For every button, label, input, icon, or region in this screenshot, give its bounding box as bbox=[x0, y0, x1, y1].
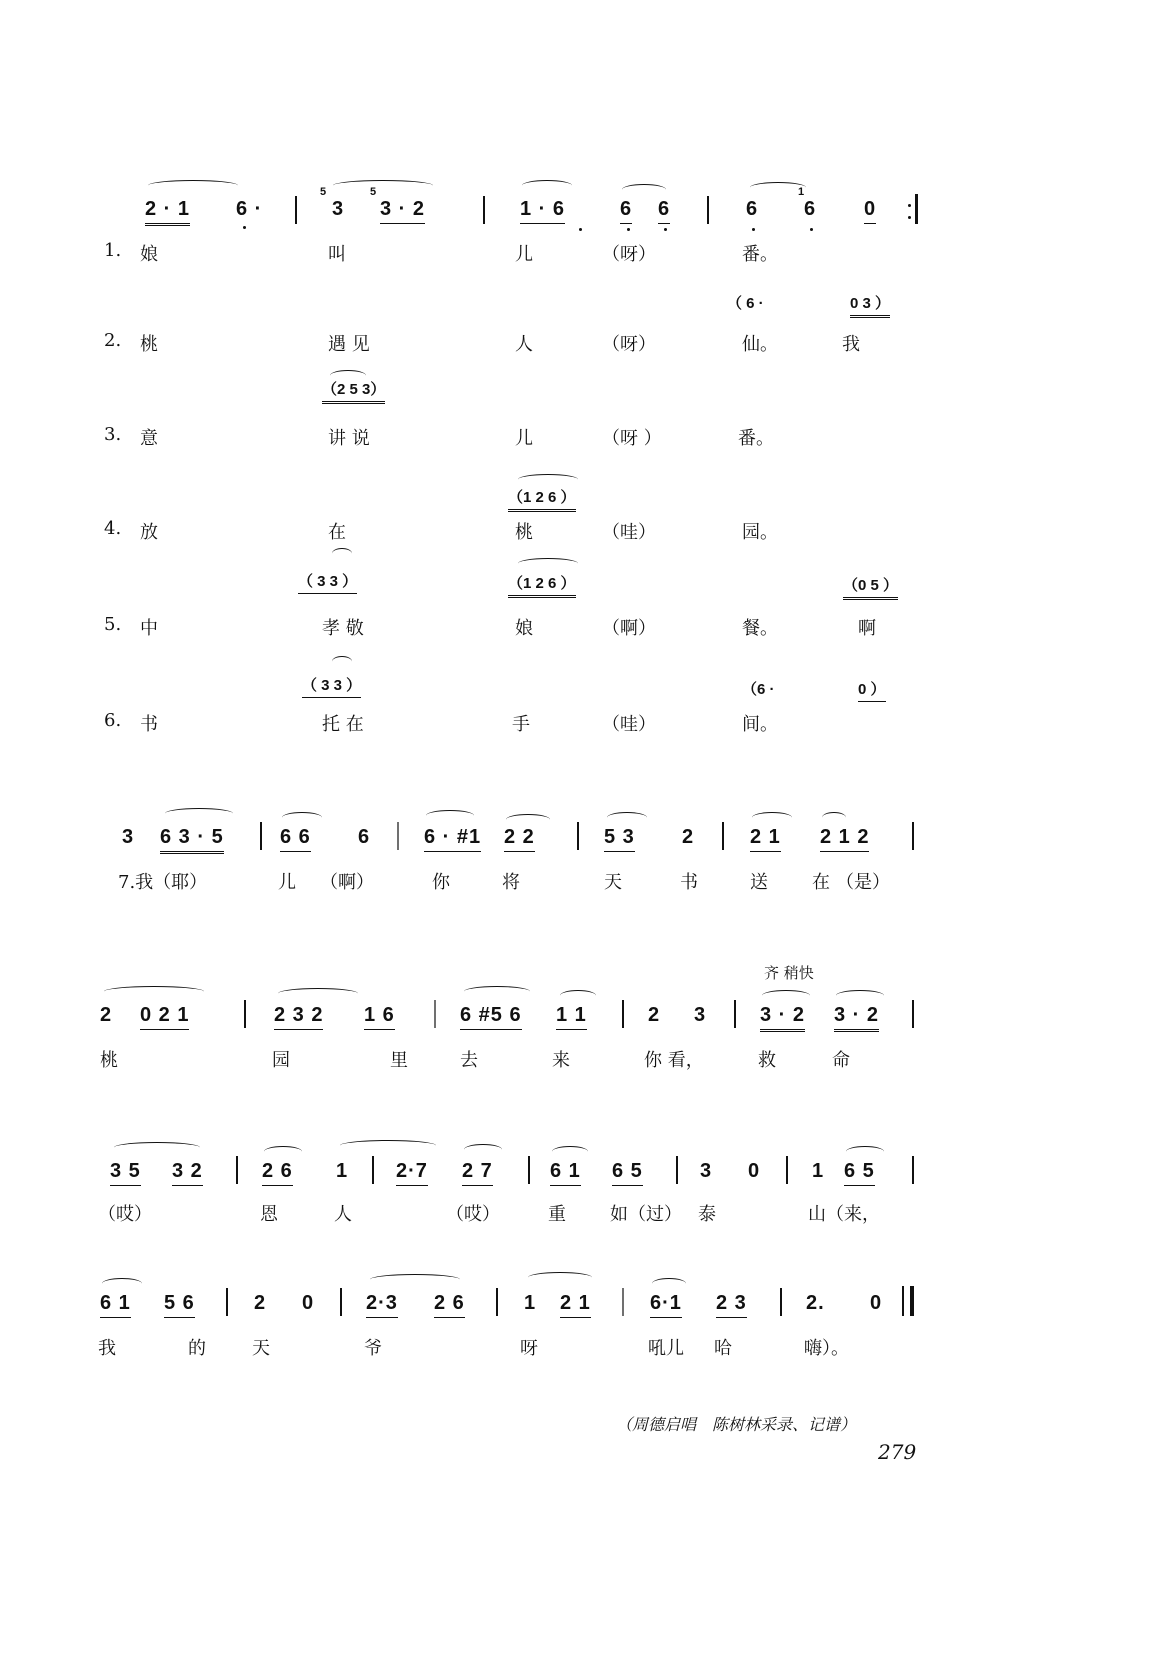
lyric: （呀） bbox=[602, 244, 656, 265]
lyric: 仙。 bbox=[742, 334, 778, 355]
lyric: 托 在 bbox=[322, 714, 364, 735]
note-group: 5 6 bbox=[164, 1292, 195, 1318]
lyric: 哈 bbox=[714, 1338, 732, 1359]
lyric: 天 bbox=[252, 1338, 270, 1359]
interlude: （ 3 3 ） bbox=[298, 570, 357, 594]
verse-number: 2. bbox=[104, 330, 122, 351]
lyric: 番。 bbox=[742, 244, 778, 265]
lyric: （是） bbox=[836, 872, 890, 893]
slur bbox=[622, 184, 666, 195]
lyric: 儿 bbox=[515, 244, 533, 265]
lyric: 泰 bbox=[698, 1204, 716, 1225]
lyric: 天 bbox=[604, 872, 622, 893]
interlude: （1 2 6 ） bbox=[508, 486, 576, 512]
bar-line bbox=[676, 1156, 678, 1184]
bar-line bbox=[397, 822, 399, 850]
lyric: 救 bbox=[758, 1050, 776, 1071]
slur bbox=[332, 548, 352, 559]
note: 3 bbox=[694, 1004, 707, 1026]
slur bbox=[652, 1278, 686, 1289]
rest: 0 bbox=[864, 198, 876, 224]
slur bbox=[148, 180, 238, 191]
note-group: 2·7 bbox=[396, 1160, 428, 1186]
verse-number: 3. bbox=[104, 424, 122, 445]
note-group: 2·3 bbox=[366, 1292, 398, 1318]
note-group: 2 1 bbox=[750, 826, 781, 852]
bar-line bbox=[622, 1288, 624, 1316]
lyric: 娘 bbox=[515, 618, 533, 639]
slur bbox=[104, 986, 204, 997]
repeat-bar bbox=[915, 194, 918, 224]
lyric: 桃 bbox=[515, 522, 533, 543]
bar-line bbox=[340, 1288, 342, 1316]
note: 6 bbox=[620, 198, 632, 224]
note-group: 3 5 bbox=[110, 1160, 141, 1186]
lyric: 7.我（耶） bbox=[118, 872, 208, 893]
note: 2. bbox=[806, 1292, 825, 1314]
slur bbox=[464, 1144, 502, 1155]
note-group: 6 5 bbox=[844, 1160, 875, 1186]
lyric: 娘 bbox=[140, 244, 158, 265]
note: 1 bbox=[812, 1160, 825, 1182]
interlude: 0 ） bbox=[858, 678, 886, 702]
bar-line bbox=[707, 196, 709, 224]
interlude: （ 3 3 ） bbox=[302, 674, 361, 698]
slur bbox=[836, 990, 884, 1001]
bar-line bbox=[902, 1286, 904, 1316]
slur bbox=[528, 1272, 592, 1283]
interlude: （0 5 ） bbox=[843, 574, 898, 600]
lyric: 的 bbox=[188, 1338, 206, 1359]
lyric: 手 bbox=[512, 714, 530, 735]
lyric: 送 bbox=[750, 872, 768, 893]
lyric: 孝 敬 bbox=[322, 618, 364, 639]
interlude: 0 3 ） bbox=[850, 292, 890, 318]
lyric: 中 bbox=[140, 618, 158, 639]
bar-line bbox=[780, 1288, 782, 1316]
note-group: 2 3 bbox=[716, 1292, 747, 1318]
lyric: 来 bbox=[552, 1050, 570, 1071]
lyric: 呀 bbox=[520, 1338, 538, 1359]
interlude: （1 2 6 ） bbox=[508, 572, 576, 598]
bar-line bbox=[483, 196, 485, 224]
bar-line bbox=[372, 1156, 374, 1184]
note-group: 3 · 2 bbox=[834, 1004, 879, 1032]
slur bbox=[340, 1140, 436, 1151]
note-group: 3 2 bbox=[172, 1160, 203, 1186]
note-group: 1 1 bbox=[556, 1004, 587, 1030]
lyric: 餐。 bbox=[742, 618, 778, 639]
note-group: 6·1 bbox=[650, 1292, 682, 1318]
bar-line bbox=[786, 1156, 788, 1184]
lyric: 园。 bbox=[742, 522, 778, 543]
interlude: （ 6 · bbox=[727, 295, 764, 312]
lyric: 啊 bbox=[858, 618, 876, 639]
lyric: 爷 bbox=[364, 1338, 382, 1359]
slur bbox=[464, 986, 530, 997]
slur bbox=[282, 812, 322, 823]
note: 3 bbox=[332, 198, 345, 220]
lyric: （啊） bbox=[602, 618, 656, 639]
note-group: 3 · 2 bbox=[760, 1004, 805, 1032]
lyric: 意 bbox=[140, 428, 158, 449]
lyric: 如（过） bbox=[610, 1204, 682, 1225]
lyric: 里 bbox=[390, 1050, 408, 1071]
slur bbox=[332, 656, 352, 667]
note: 6 bbox=[804, 198, 817, 220]
low-octave-dot bbox=[664, 228, 667, 231]
note-group: 2 7 bbox=[462, 1160, 493, 1186]
low-octave-dot bbox=[579, 228, 582, 231]
bar-line bbox=[722, 822, 724, 850]
note-group: 6 6 bbox=[280, 826, 311, 852]
slur bbox=[552, 1146, 588, 1157]
slur bbox=[278, 988, 358, 999]
slur bbox=[426, 810, 474, 821]
repeat-dot bbox=[908, 204, 911, 207]
note-group: 6 5 bbox=[612, 1160, 643, 1186]
verse-number: 5. bbox=[104, 614, 122, 635]
lyric: 遇 见 bbox=[328, 334, 370, 355]
note: 1 bbox=[524, 1292, 537, 1314]
lyric: 桃 bbox=[140, 334, 158, 355]
lyric: 人 bbox=[515, 334, 533, 355]
credit-line: （周德启唱 陈树林采录、记谱） bbox=[616, 1415, 857, 1434]
note-group: 6 1 bbox=[550, 1160, 581, 1186]
slur bbox=[518, 474, 578, 485]
slur bbox=[560, 990, 596, 1001]
note-group: 6 · #1 bbox=[424, 826, 481, 852]
note: 2 bbox=[682, 826, 695, 848]
note-group: 2 2 bbox=[504, 826, 535, 852]
grace-note: 5 bbox=[370, 186, 377, 198]
lyric: 我 bbox=[98, 1338, 116, 1359]
lyric: 人 bbox=[334, 1204, 352, 1225]
interlude: （2 5 3） bbox=[322, 378, 385, 404]
lyric: 你 bbox=[432, 872, 450, 893]
rest: 0 bbox=[870, 1292, 883, 1314]
slur bbox=[333, 180, 433, 191]
bar-line bbox=[528, 1156, 530, 1184]
bar-line bbox=[912, 822, 914, 850]
lyric: （呀 ） bbox=[602, 428, 662, 449]
bar-line bbox=[622, 1000, 624, 1028]
lyric: 去 bbox=[460, 1050, 478, 1071]
slur bbox=[518, 558, 578, 569]
slur bbox=[846, 1146, 884, 1157]
lyric: 叫 bbox=[328, 244, 346, 265]
note-group: 2 1 bbox=[560, 1292, 591, 1318]
bar-line bbox=[912, 1156, 914, 1184]
note-group: 5 3 bbox=[604, 826, 635, 852]
lyric: 恩 bbox=[260, 1204, 278, 1225]
bar-line bbox=[912, 1000, 914, 1028]
note-group: 2 6 bbox=[434, 1292, 465, 1318]
verse-number: 4. bbox=[104, 518, 122, 539]
lyric: 书 bbox=[680, 872, 698, 893]
lyric: （哎） bbox=[446, 1204, 500, 1225]
lyric: 将 bbox=[502, 872, 520, 893]
lyric: （哇） bbox=[602, 522, 656, 543]
note-group: 0 2 1 bbox=[140, 1004, 189, 1030]
slur bbox=[165, 808, 233, 819]
tempo-mark: 齐 稍快 bbox=[764, 964, 814, 982]
lyric: 番。 bbox=[738, 428, 774, 449]
lyric: （啊） bbox=[320, 872, 374, 893]
slur bbox=[506, 814, 550, 825]
lyric: 在 bbox=[328, 522, 346, 543]
interlude: （6 · bbox=[742, 681, 775, 698]
verse-number: 6. bbox=[104, 710, 122, 731]
bar-line bbox=[295, 196, 297, 224]
lyric: （呀） bbox=[602, 334, 656, 355]
bar-line bbox=[260, 822, 262, 850]
note-group: 1 · 6 bbox=[520, 198, 565, 224]
note-group: 2 1 2 bbox=[820, 826, 869, 852]
slur bbox=[522, 180, 572, 191]
slur bbox=[752, 812, 792, 823]
lyric: 命 bbox=[832, 1050, 850, 1071]
slur bbox=[762, 990, 810, 1001]
slur bbox=[114, 1142, 200, 1153]
lyric: 间。 bbox=[742, 714, 778, 735]
grace-note: 5 bbox=[320, 186, 327, 198]
low-octave-dot bbox=[752, 228, 755, 231]
note-group: 1 6 bbox=[364, 1004, 395, 1030]
note: 3 bbox=[700, 1160, 713, 1182]
verse-number: 1. bbox=[104, 240, 122, 261]
bar-line bbox=[734, 1000, 736, 1028]
rest: 0 bbox=[302, 1292, 315, 1314]
bar-line bbox=[226, 1288, 228, 1316]
slur bbox=[102, 1278, 142, 1289]
lyric: 嗨）。 bbox=[804, 1338, 849, 1359]
note-group: 2 · 1 bbox=[145, 198, 190, 226]
low-octave-dot bbox=[243, 226, 246, 229]
lyric: 园 bbox=[272, 1050, 290, 1071]
note: 6 bbox=[358, 826, 371, 848]
lyric: （哇） bbox=[602, 714, 656, 735]
bar-line bbox=[577, 822, 579, 850]
lyric: 吼儿 bbox=[648, 1338, 684, 1359]
grace-note: 1 bbox=[798, 186, 805, 198]
lyric: 书 bbox=[140, 714, 158, 735]
lyric: 在 bbox=[812, 872, 830, 893]
note: 2 bbox=[100, 1004, 113, 1026]
lyric: 放 bbox=[140, 522, 158, 543]
note: 6 bbox=[746, 198, 759, 220]
slur bbox=[822, 812, 846, 823]
lyric: 我 bbox=[842, 334, 860, 355]
note: 6 bbox=[658, 198, 670, 224]
bar-line bbox=[496, 1288, 498, 1316]
bar-line bbox=[434, 1000, 436, 1028]
lyric: 讲 说 bbox=[328, 428, 370, 449]
lyric: （哎） bbox=[98, 1204, 152, 1225]
note-group: 6 · bbox=[236, 198, 263, 220]
lyric: 山（来， bbox=[808, 1204, 880, 1225]
low-octave-dot bbox=[810, 228, 813, 231]
lyric: 你 看， bbox=[644, 1050, 704, 1071]
note-group: 2 6 bbox=[262, 1160, 293, 1186]
note-group: 6 3 · 5 bbox=[160, 826, 224, 854]
note: 2 bbox=[254, 1292, 267, 1314]
slur bbox=[370, 1274, 460, 1285]
note-group: 6 1 bbox=[100, 1292, 131, 1318]
note: 3 bbox=[122, 826, 135, 848]
repeat-dot bbox=[908, 216, 911, 219]
slur bbox=[264, 1146, 302, 1157]
page-number: 279 bbox=[878, 1440, 917, 1464]
note-group: 2 3 2 bbox=[274, 1004, 323, 1030]
note-group: 3 · 2 bbox=[380, 198, 425, 224]
lyric: 重 bbox=[548, 1204, 566, 1225]
final-bar bbox=[910, 1286, 914, 1316]
lyric: 儿 bbox=[278, 872, 296, 893]
rest: 0 bbox=[748, 1160, 761, 1182]
note: 2 bbox=[648, 1004, 661, 1026]
slur bbox=[607, 812, 647, 823]
note-group: 6 #5 6 bbox=[460, 1004, 522, 1030]
low-octave-dot bbox=[627, 228, 630, 231]
bar-line bbox=[236, 1156, 238, 1184]
lyric: 桃 bbox=[100, 1050, 118, 1071]
lyric: 儿 bbox=[515, 428, 533, 449]
bar-line bbox=[244, 1000, 246, 1028]
note: 1 bbox=[336, 1160, 349, 1182]
